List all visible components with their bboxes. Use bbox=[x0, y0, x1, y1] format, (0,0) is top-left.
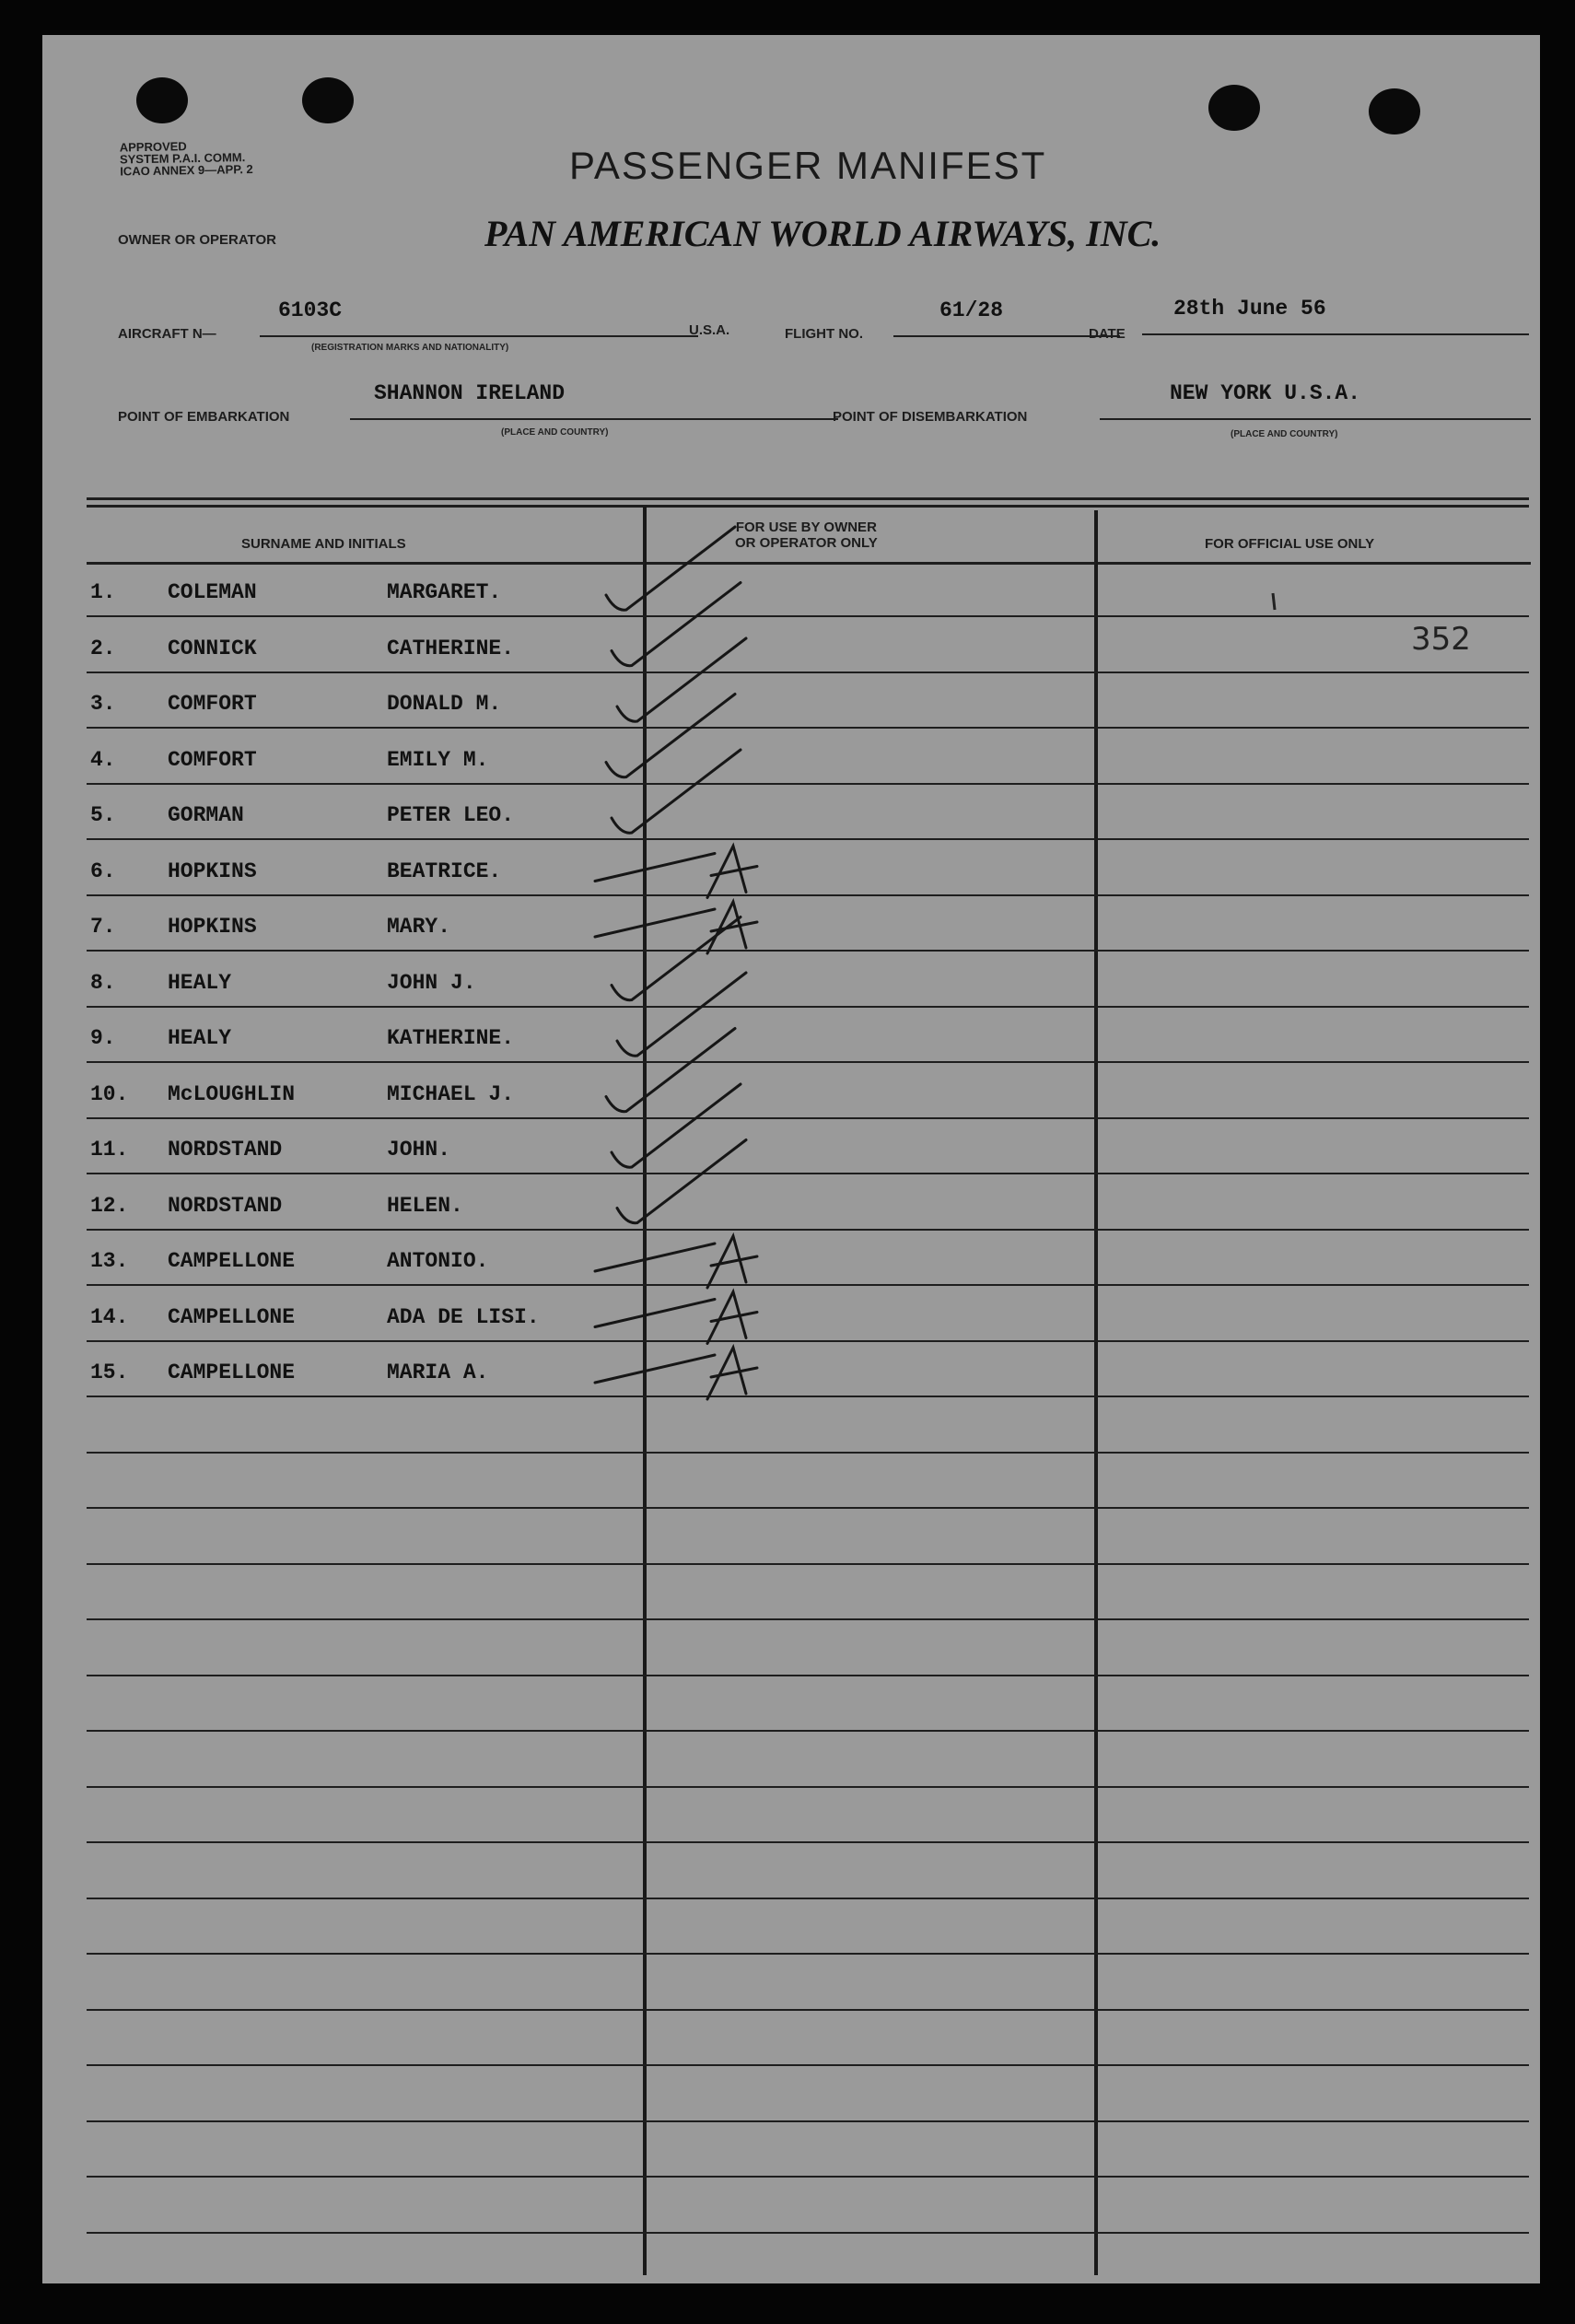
passenger-surname: NORDSTAND bbox=[168, 1194, 283, 1218]
official-number: 352 bbox=[1411, 621, 1471, 658]
column-header-owner: FOR USE BY OWNER OR OPERATOR ONLY bbox=[735, 520, 878, 551]
arrived-mark bbox=[595, 1348, 757, 1399]
passenger-surname: CAMPELLONE bbox=[168, 1361, 296, 1384]
column-header-names: SURNAME AND INITIALS bbox=[241, 536, 406, 552]
passenger-given-name: HELEN. bbox=[387, 1194, 463, 1218]
aircraft-sublabel: (REGISTRATION MARKS AND NATIONALITY) bbox=[311, 343, 509, 353]
aircraft-country: U.S.A. bbox=[689, 322, 730, 338]
checkmark bbox=[606, 527, 735, 610]
passenger-given-name: MARY. bbox=[387, 915, 451, 939]
passenger-number: 3. bbox=[90, 692, 116, 716]
checkmark bbox=[612, 583, 741, 666]
passenger-given-name: KATHERINE. bbox=[387, 1026, 515, 1050]
passenger-number: 14. bbox=[90, 1305, 129, 1329]
passenger-given-name: DONALD M. bbox=[387, 692, 502, 716]
flight-value: 61/28 bbox=[939, 298, 1004, 322]
checkmark bbox=[612, 1084, 741, 1167]
arrived-mark bbox=[595, 902, 757, 953]
manifest-sheet bbox=[42, 35, 1540, 2283]
passenger-given-name: MARGARET. bbox=[387, 580, 502, 604]
date-label: DATE bbox=[1089, 326, 1126, 342]
passenger-surname: CONNICK bbox=[168, 636, 257, 660]
passenger-given-name: JOHN J. bbox=[387, 971, 476, 995]
checkmark bbox=[617, 1140, 746, 1223]
passenger-surname: HEALY bbox=[168, 971, 232, 995]
passenger-surname: NORDSTAND bbox=[168, 1138, 283, 1162]
handwritten-marks bbox=[42, 35, 1540, 2283]
passenger-number: 13. bbox=[90, 1249, 129, 1273]
passenger-surname: HOPKINS bbox=[168, 915, 257, 939]
passenger-surname: CAMPELLONE bbox=[168, 1305, 296, 1329]
passenger-surname: COMFORT bbox=[168, 692, 257, 716]
passenger-given-name: JOHN. bbox=[387, 1138, 451, 1162]
passenger-number: 11. bbox=[90, 1138, 129, 1162]
passenger-number: 7. bbox=[90, 915, 116, 939]
checkmark bbox=[606, 695, 735, 777]
passenger-number: 9. bbox=[90, 1026, 116, 1050]
passenger-given-name: PETER LEO. bbox=[387, 803, 515, 827]
disembarkation-sublabel: (PLACE AND COUNTRY) bbox=[1231, 429, 1338, 439]
passenger-given-name: ANTONIO. bbox=[387, 1249, 489, 1273]
passenger-surname: GORMAN bbox=[168, 803, 244, 827]
passenger-surname: HEALY bbox=[168, 1026, 232, 1050]
passenger-number: 15. bbox=[90, 1361, 129, 1384]
passenger-number: 8. bbox=[90, 971, 116, 995]
passenger-number: 1. bbox=[90, 580, 116, 604]
checkmark bbox=[606, 1029, 735, 1112]
checkmark bbox=[617, 973, 746, 1056]
passenger-given-name: MARIA A. bbox=[387, 1361, 489, 1384]
passenger-given-name: ADA DE LISI. bbox=[387, 1305, 540, 1329]
embarkation-value: SHANNON IRELAND bbox=[374, 381, 566, 405]
date-value: 28th June 56 bbox=[1173, 297, 1326, 321]
passenger-number: 6. bbox=[90, 859, 116, 883]
checkmark bbox=[617, 638, 746, 721]
disembarkation-value: NEW YORK U.S.A. bbox=[1170, 381, 1361, 405]
owner-label: OWNER OR OPERATOR bbox=[118, 232, 276, 248]
passenger-surname: HOPKINS bbox=[168, 859, 257, 883]
page-title: PASSENGER MANIFEST bbox=[569, 144, 1047, 187]
passenger-surname: COMFORT bbox=[168, 748, 257, 772]
passenger-given-name: CATHERINE. bbox=[387, 636, 515, 660]
arrived-mark bbox=[595, 847, 757, 898]
approval-stamp: APPROVED SYSTEM P.A.I. COMM. ICAO ANNEX 9—APP. 2 bbox=[119, 139, 253, 179]
passenger-number: 2. bbox=[90, 636, 116, 660]
passenger-surname: McLOUGHLIN bbox=[168, 1082, 296, 1106]
checkmark bbox=[612, 750, 741, 833]
column-header-official: FOR OFFICIAL USE ONLY bbox=[1205, 536, 1375, 552]
passenger-given-name: MICHAEL J. bbox=[387, 1082, 515, 1106]
passenger-surname: CAMPELLONE bbox=[168, 1249, 296, 1273]
embarkation-label: POINT OF EMBARKATION bbox=[118, 409, 290, 425]
embarkation-sublabel: (PLACE AND COUNTRY) bbox=[501, 427, 609, 438]
aircraft-value: 6103C bbox=[278, 298, 343, 322]
arrived-mark bbox=[595, 1292, 757, 1344]
passenger-number: 10. bbox=[90, 1082, 129, 1106]
tick-mark bbox=[1273, 593, 1275, 610]
passenger-number: 12. bbox=[90, 1194, 129, 1218]
company-name: PAN AMERICAN WORLD AIRWAYS, INC. bbox=[484, 213, 1161, 254]
disembarkation-label: POINT OF DISEMBARKATION bbox=[833, 409, 1028, 425]
aircraft-label: AIRCRAFT N— bbox=[118, 326, 216, 342]
passenger-number: 5. bbox=[90, 803, 116, 827]
passenger-given-name: EMILY M. bbox=[387, 748, 489, 772]
arrived-mark bbox=[595, 1236, 757, 1288]
passenger-number: 4. bbox=[90, 748, 116, 772]
passenger-given-name: BEATRICE. bbox=[387, 859, 502, 883]
passenger-surname: COLEMAN bbox=[168, 580, 257, 604]
flight-label: FLIGHT NO. bbox=[785, 326, 863, 342]
